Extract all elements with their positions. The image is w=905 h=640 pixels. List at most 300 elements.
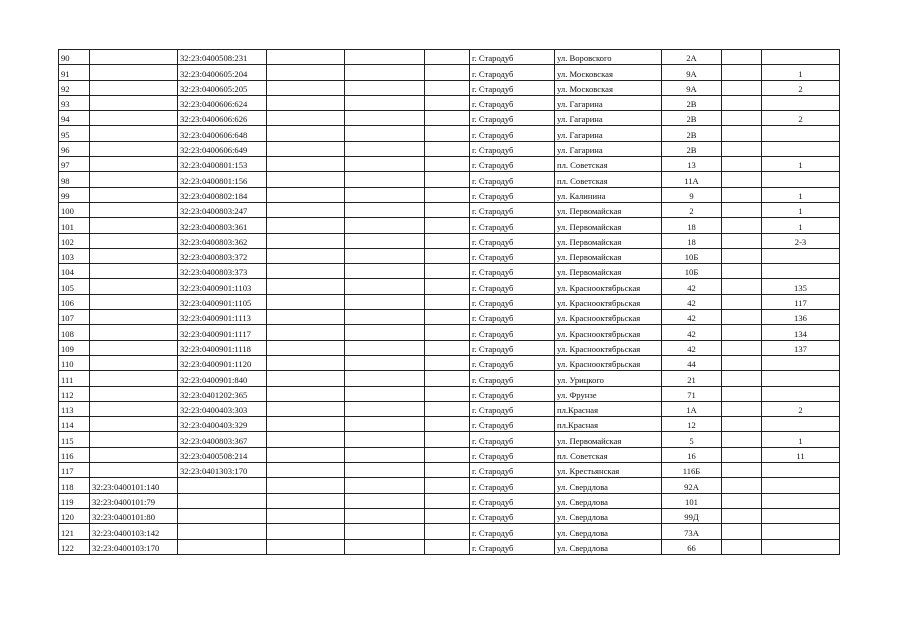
cadastral-number-a-cell bbox=[90, 157, 178, 172]
house-number-cell: 42 bbox=[662, 340, 722, 355]
city-cell: г. Стародуб bbox=[470, 493, 555, 508]
cadastral-number-b-cell bbox=[178, 508, 267, 523]
empty-cell bbox=[425, 355, 470, 370]
empty-cell bbox=[425, 340, 470, 355]
empty-cell bbox=[345, 202, 425, 217]
row-number-cell: 115 bbox=[59, 432, 90, 447]
house-number-cell: 101 bbox=[662, 493, 722, 508]
city-cell: г. Стародуб bbox=[470, 157, 555, 172]
apartment-cell bbox=[762, 539, 840, 554]
row-number-cell: 101 bbox=[59, 218, 90, 233]
empty-cell bbox=[345, 432, 425, 447]
empty-cell bbox=[345, 310, 425, 325]
row-number-cell: 98 bbox=[59, 172, 90, 187]
table-row bbox=[59, 447, 840, 462]
table-row bbox=[59, 111, 840, 126]
row-number-cell: 97 bbox=[59, 157, 90, 172]
empty-cell bbox=[425, 310, 470, 325]
table-row bbox=[59, 325, 840, 340]
empty-cell bbox=[425, 264, 470, 279]
apartment-cell bbox=[762, 141, 840, 156]
empty-cell bbox=[722, 524, 762, 539]
empty-cell bbox=[345, 80, 425, 95]
row-number-cell: 100 bbox=[59, 202, 90, 217]
apartment-cell bbox=[762, 95, 840, 110]
empty-cell bbox=[345, 126, 425, 141]
city-cell: г. Стародуб bbox=[470, 310, 555, 325]
city-cell: г. Стародуб bbox=[470, 279, 555, 294]
empty-cell bbox=[425, 157, 470, 172]
city-cell: г. Стародуб bbox=[470, 141, 555, 156]
cadastral-number-b-cell: 32:23:0400403:303 bbox=[178, 401, 267, 416]
empty-cell bbox=[425, 417, 470, 432]
empty-cell bbox=[722, 447, 762, 462]
apartment-cell: 11 bbox=[762, 447, 840, 462]
cadastral-number-a-cell bbox=[90, 126, 178, 141]
row-number-cell: 113 bbox=[59, 401, 90, 416]
house-number-cell: 92А bbox=[662, 478, 722, 493]
cadastral-number-a-cell bbox=[90, 325, 178, 340]
empty-cell bbox=[345, 50, 425, 65]
cadastral-number-b-cell: 32:23:0400802:184 bbox=[178, 187, 267, 202]
cadastral-number-b-cell: 32:23:0400508:214 bbox=[178, 447, 267, 462]
apartment-cell bbox=[762, 50, 840, 65]
house-number-cell: 99Д bbox=[662, 508, 722, 523]
city-cell: г. Стародуб bbox=[470, 248, 555, 263]
cadastral-number-b-cell: 32:23:0400901:1113 bbox=[178, 310, 267, 325]
city-cell: г. Стародуб bbox=[470, 463, 555, 478]
empty-cell bbox=[267, 524, 345, 539]
table-row bbox=[59, 432, 840, 447]
empty-cell bbox=[425, 524, 470, 539]
empty-cell bbox=[425, 325, 470, 340]
row-number-cell: 105 bbox=[59, 279, 90, 294]
empty-cell bbox=[267, 264, 345, 279]
house-number-cell: 2В bbox=[662, 95, 722, 110]
empty-cell bbox=[267, 310, 345, 325]
empty-cell bbox=[345, 218, 425, 233]
cadastral-number-b-cell bbox=[178, 493, 267, 508]
table-row bbox=[59, 187, 840, 202]
city-cell: г. Стародуб bbox=[470, 340, 555, 355]
table-row bbox=[59, 141, 840, 156]
empty-cell bbox=[722, 141, 762, 156]
apartment-cell: 2-3 bbox=[762, 233, 840, 248]
empty-cell bbox=[267, 478, 345, 493]
empty-cell bbox=[267, 126, 345, 141]
cadastral-number-a-cell: 32:23:0400103:170 bbox=[90, 539, 178, 554]
table-row bbox=[59, 371, 840, 386]
cadastral-number-a-cell bbox=[90, 111, 178, 126]
cadastral-number-a-cell: 32:23:0400101:140 bbox=[90, 478, 178, 493]
house-number-cell: 73А bbox=[662, 524, 722, 539]
empty-cell bbox=[345, 248, 425, 263]
cadastral-number-b-cell bbox=[178, 524, 267, 539]
cadastral-number-a-cell bbox=[90, 386, 178, 401]
empty-cell bbox=[267, 432, 345, 447]
house-number-cell: 66 bbox=[662, 539, 722, 554]
empty-cell bbox=[345, 279, 425, 294]
empty-cell bbox=[425, 279, 470, 294]
empty-cell bbox=[425, 50, 470, 65]
apartment-cell bbox=[762, 126, 840, 141]
row-number-cell: 116 bbox=[59, 447, 90, 462]
table-row bbox=[59, 310, 840, 325]
house-number-cell: 42 bbox=[662, 294, 722, 309]
cadastral-number-a-cell bbox=[90, 141, 178, 156]
house-number-cell: 71 bbox=[662, 386, 722, 401]
empty-cell bbox=[425, 248, 470, 263]
empty-cell bbox=[267, 417, 345, 432]
house-number-cell: 13 bbox=[662, 157, 722, 172]
empty-cell bbox=[267, 111, 345, 126]
city-cell: г. Стародуб bbox=[470, 218, 555, 233]
apartment-cell: 117 bbox=[762, 294, 840, 309]
cadastral-number-a-cell bbox=[90, 95, 178, 110]
empty-cell bbox=[345, 172, 425, 187]
empty-cell bbox=[722, 386, 762, 401]
street-cell: ул. Краснооктябрьская bbox=[555, 310, 662, 325]
city-cell: г. Стародуб bbox=[470, 478, 555, 493]
street-cell: ул. Первомайская bbox=[555, 264, 662, 279]
cadastral-number-b-cell: 32:23:0400801:156 bbox=[178, 172, 267, 187]
empty-cell bbox=[345, 294, 425, 309]
cadastral-number-b-cell: 32:23:0400803:367 bbox=[178, 432, 267, 447]
table-row bbox=[59, 524, 840, 539]
empty-cell bbox=[425, 65, 470, 80]
cadastral-number-a-cell bbox=[90, 432, 178, 447]
row-number-cell: 111 bbox=[59, 371, 90, 386]
cadastral-number-a-cell: 32:23:0400103:142 bbox=[90, 524, 178, 539]
house-number-cell: 2В bbox=[662, 126, 722, 141]
empty-cell bbox=[425, 493, 470, 508]
cadastral-number-b-cell: 32:23:0400606:648 bbox=[178, 126, 267, 141]
cadastral-number-a-cell bbox=[90, 294, 178, 309]
street-cell: пл.Красная bbox=[555, 401, 662, 416]
cadastral-number-a-cell bbox=[90, 310, 178, 325]
city-cell: г. Стародуб bbox=[470, 126, 555, 141]
house-number-cell: 11А bbox=[662, 172, 722, 187]
table-row bbox=[59, 539, 840, 554]
row-number-cell: 99 bbox=[59, 187, 90, 202]
empty-cell bbox=[425, 294, 470, 309]
city-cell: г. Стародуб bbox=[470, 202, 555, 217]
city-cell: г. Стародуб bbox=[470, 50, 555, 65]
empty-cell bbox=[425, 432, 470, 447]
empty-cell bbox=[345, 65, 425, 80]
cadastral-number-a-cell bbox=[90, 172, 178, 187]
apartment-cell bbox=[762, 493, 840, 508]
cadastral-number-a-cell bbox=[90, 340, 178, 355]
empty-cell bbox=[267, 386, 345, 401]
empty-cell bbox=[425, 233, 470, 248]
empty-cell bbox=[267, 157, 345, 172]
empty-cell bbox=[722, 202, 762, 217]
empty-cell bbox=[267, 172, 345, 187]
cadastral-number-b-cell: 32:23:0400605:205 bbox=[178, 80, 267, 95]
empty-cell bbox=[345, 157, 425, 172]
street-cell: ул. Крестьянская bbox=[555, 463, 662, 478]
street-cell: ул. Первомайская bbox=[555, 233, 662, 248]
apartment-cell bbox=[762, 371, 840, 386]
apartment-cell: 1 bbox=[762, 218, 840, 233]
empty-cell bbox=[267, 325, 345, 340]
street-cell: ул. Гагарина bbox=[555, 126, 662, 141]
cadastral-number-a-cell bbox=[90, 65, 178, 80]
city-cell: г. Стародуб bbox=[470, 325, 555, 340]
city-cell: г. Стародуб bbox=[470, 417, 555, 432]
empty-cell bbox=[722, 401, 762, 416]
empty-cell bbox=[722, 355, 762, 370]
house-number-cell: 9А bbox=[662, 65, 722, 80]
city-cell: г. Стародуб bbox=[470, 508, 555, 523]
city-cell: г. Стародуб bbox=[470, 432, 555, 447]
empty-cell bbox=[722, 218, 762, 233]
cadastral-number-b-cell: 32:23:0400901:1105 bbox=[178, 294, 267, 309]
city-cell: г. Стародуб bbox=[470, 401, 555, 416]
empty-cell bbox=[425, 126, 470, 141]
empty-cell bbox=[722, 172, 762, 187]
table-row bbox=[59, 340, 840, 355]
table-row bbox=[59, 172, 840, 187]
apartment-cell: 137 bbox=[762, 340, 840, 355]
apartment-cell bbox=[762, 386, 840, 401]
empty-cell bbox=[345, 325, 425, 340]
table-row bbox=[59, 50, 840, 65]
empty-cell bbox=[267, 508, 345, 523]
empty-cell bbox=[267, 202, 345, 217]
empty-cell bbox=[267, 401, 345, 416]
empty-cell bbox=[267, 539, 345, 554]
apartment-cell bbox=[762, 463, 840, 478]
city-cell: г. Стародуб bbox=[470, 172, 555, 187]
city-cell: г. Стародуб bbox=[470, 447, 555, 462]
street-cell: ул. Фрунзе bbox=[555, 386, 662, 401]
apartment-cell bbox=[762, 248, 840, 263]
empty-cell bbox=[267, 50, 345, 65]
empty-cell bbox=[425, 539, 470, 554]
empty-cell bbox=[425, 386, 470, 401]
city-cell: г. Стародуб bbox=[470, 294, 555, 309]
empty-cell bbox=[722, 248, 762, 263]
row-number-cell: 120 bbox=[59, 508, 90, 523]
cadastral-number-b-cell: 32:23:0400606:624 bbox=[178, 95, 267, 110]
row-number-cell: 102 bbox=[59, 233, 90, 248]
street-cell: ул. Первомайская bbox=[555, 202, 662, 217]
empty-cell bbox=[345, 371, 425, 386]
table-row bbox=[59, 264, 840, 279]
row-number-cell: 117 bbox=[59, 463, 90, 478]
empty-cell bbox=[345, 141, 425, 156]
empty-cell bbox=[425, 218, 470, 233]
city-cell: г. Стародуб bbox=[470, 65, 555, 80]
cadastral-number-a-cell: 32:23:0400101:80 bbox=[90, 508, 178, 523]
empty-cell bbox=[722, 187, 762, 202]
cadastral-number-b-cell: 32:23:0400803:361 bbox=[178, 218, 267, 233]
house-number-cell: 21 bbox=[662, 371, 722, 386]
cadastral-number-a-cell bbox=[90, 401, 178, 416]
table-row bbox=[59, 218, 840, 233]
empty-cell bbox=[267, 340, 345, 355]
empty-cell bbox=[722, 508, 762, 523]
cadastral-number-b-cell bbox=[178, 478, 267, 493]
empty-cell bbox=[345, 493, 425, 508]
cadastral-number-b-cell: 32:23:0400801:153 bbox=[178, 157, 267, 172]
property-registry-table bbox=[58, 49, 840, 555]
table-row bbox=[59, 279, 840, 294]
street-cell: ул. Свердлова bbox=[555, 524, 662, 539]
empty-cell bbox=[345, 233, 425, 248]
apartment-cell: 2 bbox=[762, 80, 840, 95]
empty-cell bbox=[722, 279, 762, 294]
empty-cell bbox=[345, 463, 425, 478]
row-number-cell: 93 bbox=[59, 95, 90, 110]
empty-cell bbox=[425, 202, 470, 217]
cadastral-number-a-cell bbox=[90, 187, 178, 202]
apartment-cell bbox=[762, 524, 840, 539]
empty-cell bbox=[425, 80, 470, 95]
table-body bbox=[59, 50, 840, 555]
street-cell: ул. Свердлова bbox=[555, 493, 662, 508]
cadastral-number-b-cell: 32:23:0400403:329 bbox=[178, 417, 267, 432]
cadastral-number-a-cell bbox=[90, 233, 178, 248]
house-number-cell: 10Б bbox=[662, 264, 722, 279]
empty-cell bbox=[345, 539, 425, 554]
empty-cell bbox=[267, 80, 345, 95]
apartment-cell bbox=[762, 264, 840, 279]
empty-cell bbox=[722, 126, 762, 141]
empty-cell bbox=[425, 463, 470, 478]
apartment-cell: 1 bbox=[762, 157, 840, 172]
street-cell: ул. Гагарина bbox=[555, 111, 662, 126]
house-number-cell: 44 bbox=[662, 355, 722, 370]
empty-cell bbox=[345, 340, 425, 355]
empty-cell bbox=[425, 95, 470, 110]
cadastral-number-b-cell: 32:23:0400606:626 bbox=[178, 111, 267, 126]
empty-cell bbox=[345, 478, 425, 493]
row-number-cell: 110 bbox=[59, 355, 90, 370]
cadastral-number-a-cell bbox=[90, 202, 178, 217]
row-number-cell: 122 bbox=[59, 539, 90, 554]
row-number-cell: 92 bbox=[59, 80, 90, 95]
city-cell: г. Стародуб bbox=[470, 187, 555, 202]
street-cell: ул. Гагарина bbox=[555, 141, 662, 156]
street-cell: ул. Гагарина bbox=[555, 95, 662, 110]
empty-cell bbox=[425, 111, 470, 126]
street-cell: ул. Первомайская bbox=[555, 248, 662, 263]
cadastral-number-a-cell bbox=[90, 371, 178, 386]
cadastral-number-b-cell bbox=[178, 539, 267, 554]
table-row bbox=[59, 248, 840, 263]
apartment-cell bbox=[762, 172, 840, 187]
cadastral-number-a-cell bbox=[90, 50, 178, 65]
empty-cell bbox=[425, 371, 470, 386]
cadastral-number-b-cell: 32:23:0400508:231 bbox=[178, 50, 267, 65]
empty-cell bbox=[267, 447, 345, 462]
cadastral-number-b-cell: 32:23:0400901:1118 bbox=[178, 340, 267, 355]
street-cell: ул. Урицкого bbox=[555, 371, 662, 386]
apartment-cell: 1 bbox=[762, 187, 840, 202]
cadastral-number-a-cell bbox=[90, 264, 178, 279]
house-number-cell: 9 bbox=[662, 187, 722, 202]
empty-cell bbox=[425, 401, 470, 416]
table-row bbox=[59, 508, 840, 523]
street-cell: ул. Калинина bbox=[555, 187, 662, 202]
empty-cell bbox=[345, 187, 425, 202]
row-number-cell: 104 bbox=[59, 264, 90, 279]
cadastral-number-b-cell: 32:23:0400901:1117 bbox=[178, 325, 267, 340]
cadastral-number-b-cell: 32:23:0401202:365 bbox=[178, 386, 267, 401]
table-row bbox=[59, 157, 840, 172]
empty-cell bbox=[722, 539, 762, 554]
row-number-cell: 91 bbox=[59, 65, 90, 80]
empty-cell bbox=[345, 355, 425, 370]
empty-cell bbox=[345, 111, 425, 126]
cadastral-number-a-cell bbox=[90, 248, 178, 263]
row-number-cell: 94 bbox=[59, 111, 90, 126]
row-number-cell: 95 bbox=[59, 126, 90, 141]
row-number-cell: 121 bbox=[59, 524, 90, 539]
empty-cell bbox=[345, 447, 425, 462]
street-cell: пл. Советская bbox=[555, 447, 662, 462]
house-number-cell: 2В bbox=[662, 141, 722, 156]
house-number-cell: 9А bbox=[662, 80, 722, 95]
house-number-cell: 10Б bbox=[662, 248, 722, 263]
city-cell: г. Стародуб bbox=[470, 111, 555, 126]
table-row bbox=[59, 417, 840, 432]
apartment-cell bbox=[762, 355, 840, 370]
cadastral-number-b-cell: 32:23:0400901:1103 bbox=[178, 279, 267, 294]
row-number-cell: 107 bbox=[59, 310, 90, 325]
apartment-cell: 135 bbox=[762, 279, 840, 294]
city-cell: г. Стародуб bbox=[470, 95, 555, 110]
cadastral-number-b-cell: 32:23:0400901:1120 bbox=[178, 355, 267, 370]
apartment-cell: 1 bbox=[762, 432, 840, 447]
street-cell: ул. Свердлова bbox=[555, 508, 662, 523]
empty-cell bbox=[345, 95, 425, 110]
house-number-cell: 42 bbox=[662, 325, 722, 340]
table-row bbox=[59, 401, 840, 416]
street-cell: ул. Московская bbox=[555, 80, 662, 95]
empty-cell bbox=[722, 325, 762, 340]
row-number-cell: 96 bbox=[59, 141, 90, 156]
empty-cell bbox=[722, 50, 762, 65]
apartment-cell: 1 bbox=[762, 65, 840, 80]
cadastral-number-a-cell: 32:23:0400101:79 bbox=[90, 493, 178, 508]
house-number-cell: 116Б bbox=[662, 463, 722, 478]
cadastral-number-b-cell: 32:23:0400606:649 bbox=[178, 141, 267, 156]
row-number-cell: 118 bbox=[59, 478, 90, 493]
empty-cell bbox=[267, 294, 345, 309]
empty-cell bbox=[425, 478, 470, 493]
street-cell: пл.Красная bbox=[555, 417, 662, 432]
street-cell: ул. Первомайская bbox=[555, 218, 662, 233]
street-cell: ул. Воровского bbox=[555, 50, 662, 65]
empty-cell bbox=[345, 386, 425, 401]
empty-cell bbox=[425, 508, 470, 523]
house-number-cell: 1А bbox=[662, 401, 722, 416]
empty-cell bbox=[722, 310, 762, 325]
city-cell: г. Стародуб bbox=[470, 264, 555, 279]
table-row bbox=[59, 493, 840, 508]
house-number-cell: 2А bbox=[662, 50, 722, 65]
cadastral-number-b-cell: 32:23:0401303:170 bbox=[178, 463, 267, 478]
cadastral-number-a-cell bbox=[90, 447, 178, 462]
row-number-cell: 90 bbox=[59, 50, 90, 65]
street-cell: пл. Советская bbox=[555, 157, 662, 172]
row-number-cell: 103 bbox=[59, 248, 90, 263]
house-number-cell: 18 bbox=[662, 218, 722, 233]
